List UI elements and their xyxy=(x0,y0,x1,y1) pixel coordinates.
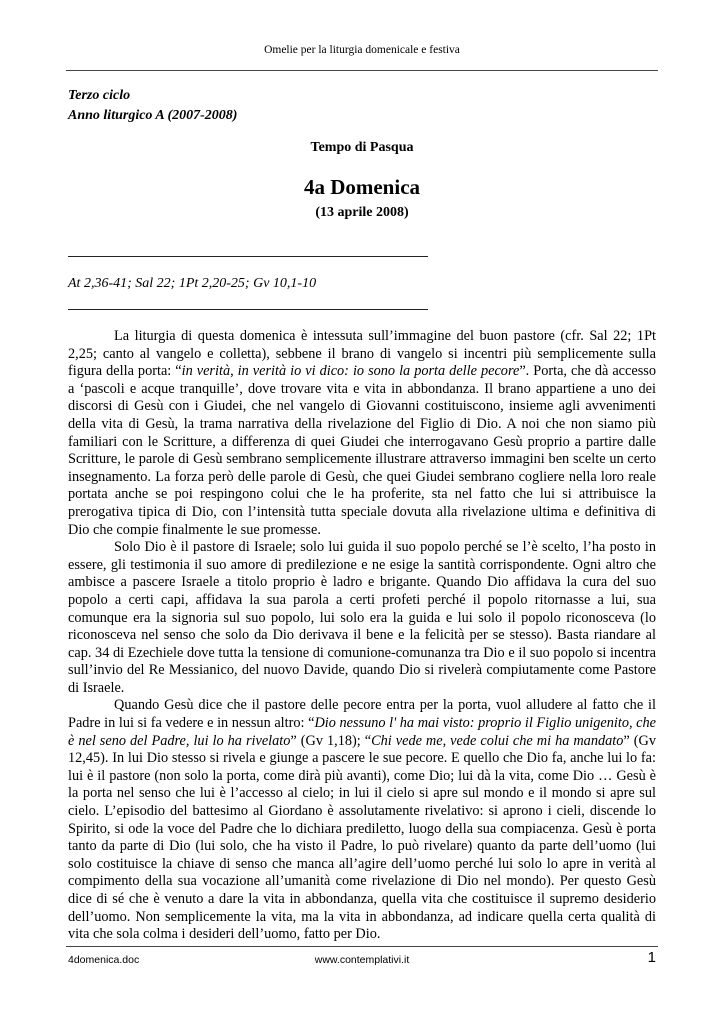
p1-text-b: ”. Porta, che dà accesso a ‘pascoli e acque tranquille’, dove trovare vita e vita in abbondanza. Il brano appartiene a uno dei discorsi di Gesù con i Giudei, che nel vangelo di Giovanni costituiscono, insieme agli avvenimenti della vita di Gesù, la trama narrativa della rivelazione del Figlio di Dio. A noi che non siamo più familiari con le Scritture, a differenza di quei Giudei che interrogavano Gesù proprio a partire dalle Scritture, le parole di Gesù sembrano semplicemente illustrare attraverso immagini ben scelte un certo insegnamento. La forza però delle parole di Gesù, che quei Giudei sembrano cogliere nella loro reale portata anche se poi respingono colui che le ha proferite, sta nel fatto che lui si attribuisce la prerogativa tipica di Dio, con l’intensità tutta speciale dovuta alla rivelazione ultima e definitiva di Dio che compie finalmente le sue promesse. xyxy=(68,363,656,538)
homily-date: (13 aprile 2008) xyxy=(315,205,409,220)
scripture-readings: At 2,36-41; Sal 22; 1Pt 2,20-25; Gv 10,1-10 xyxy=(68,276,317,291)
p3-quote-1: Dio nessuno l' ha mai visto: proprio il Figlio unigenito, che è nel seno del Padre, lui lo ha rivelato xyxy=(68,715,656,749)
homily-body xyxy=(68,328,656,944)
paragraph-3 xyxy=(68,697,656,943)
cycle-label: Terzo ciclo xyxy=(68,88,131,103)
p1-text-a: La liturgia di questa domenica è intessuta sull’immagine del buon pastore (cfr. Sal 22; 1Pt 2,25; canto al vangelo e colletta), sebbene il brano di vangelo si incentri più semplicemente sulla figura della porta: “ xyxy=(68,328,656,380)
page-number: 1 xyxy=(647,949,656,966)
paragraph-2: Solo Dio è il pastore di Israele; solo lui guida il suo popolo perché se l’è scelto, l’ha posto in essere, gli testimonia il suo amore di predilezione e ne esige la santità corrispondente. Ogni altro che ambisce a pascere Israele a titolo proprio è ladro e brigante. Quando Dio affidava la cura del suo popolo a certi capi, affidava la sua parola a certi profeti perché il popolo ritornasse a lui, sua comunque era la signoria sul suo popolo, lui solo era la guida e lui solo il popolo riconosceva (lo riconosceva nel senso che solo da Dio derivava il bene e la felicità per se stesso). Basta riandare al cap. 34 di Ezechiele dove tutta la tensione di comunione-comunanza tra Dio e il suo popolo si incentra sull’invio del Re Messianico, del nuovo Davide, quando Dio si rivelerà compiutamente come Pastore di Israele. xyxy=(68,539,656,696)
readings-divider-top xyxy=(68,256,428,257)
p3-text-c: ” (Gv 12,45). In lui Dio stesso si rivela e giunge a pascere le sue pecore. E quello che Dio fa, anche lui lo fa: lui è il pastore (non solo la porta, come dirà più avanti), come Dio; lui dà la vita, come Dio … Gesù è la porta nel senso che lui è l’accesso al cielo; in lui il cielo si apre sul mondo e il mondo si apre sul cielo. L’episodio del battesimo al Giordano è assolutamente rivelativo: si aprono i cieli, discende lo Spirito, si ode la voce del Padre che lo dichiara prediletto, luogo della sua compiacenza. Gesù è porta tanto da parte di Dio (lui solo, che ha visto il Padre, lo può rivelare) quanto da parte dell’uomo (lui solo costituisce la chiave di senso che manca all’agire dell’uomo perché lui solo lo apre in verità al compimento della sua vocazione all’umanità come rivelazione di Dio nel mondo). Per questo Gesù dice di sé che è venuto a dare la vita in abbondanza, quella vita che costituisce il supremo desiderio dell’uomo. Non semplicemente la vita, ma la vita in abbondanza, ad indicare quella certa qualità di vita che sola colma i desideri dell’uomo, fatto per Dio. xyxy=(68,732,656,943)
readings-divider-bottom xyxy=(68,309,428,310)
footer-website[interactable]: www.contemplativi.it xyxy=(314,954,410,966)
paragraph-1 xyxy=(68,328,656,539)
p1-quote: in verità, in verità io vi dico: io sono la porta delle pecore xyxy=(181,363,520,380)
p3-text-a: Quando Gesù dice che il pastore delle pecore entra per la porta, vuol alludere al fatto che il Padre in lui si fa vedere e in nessun altro: “ xyxy=(68,697,656,732)
liturgical-season: Tempo di Pasqua xyxy=(310,140,414,155)
header-divider xyxy=(66,70,658,71)
footer-filename: 4domenica.doc xyxy=(68,954,140,966)
p3-text-b: ” (Gv 1,18); “ xyxy=(290,732,372,749)
p3-quote-2: Chi vede me, vede colui che mi ha mandato xyxy=(371,732,624,749)
cycle-info xyxy=(68,86,237,126)
page-title: 4a Domenica xyxy=(303,175,421,199)
liturgical-year: Anno liturgico A (2007-2008) xyxy=(68,108,238,123)
running-header: Omelie per la liturgia domenicale e festiva xyxy=(264,44,460,56)
footer-divider xyxy=(66,946,658,947)
